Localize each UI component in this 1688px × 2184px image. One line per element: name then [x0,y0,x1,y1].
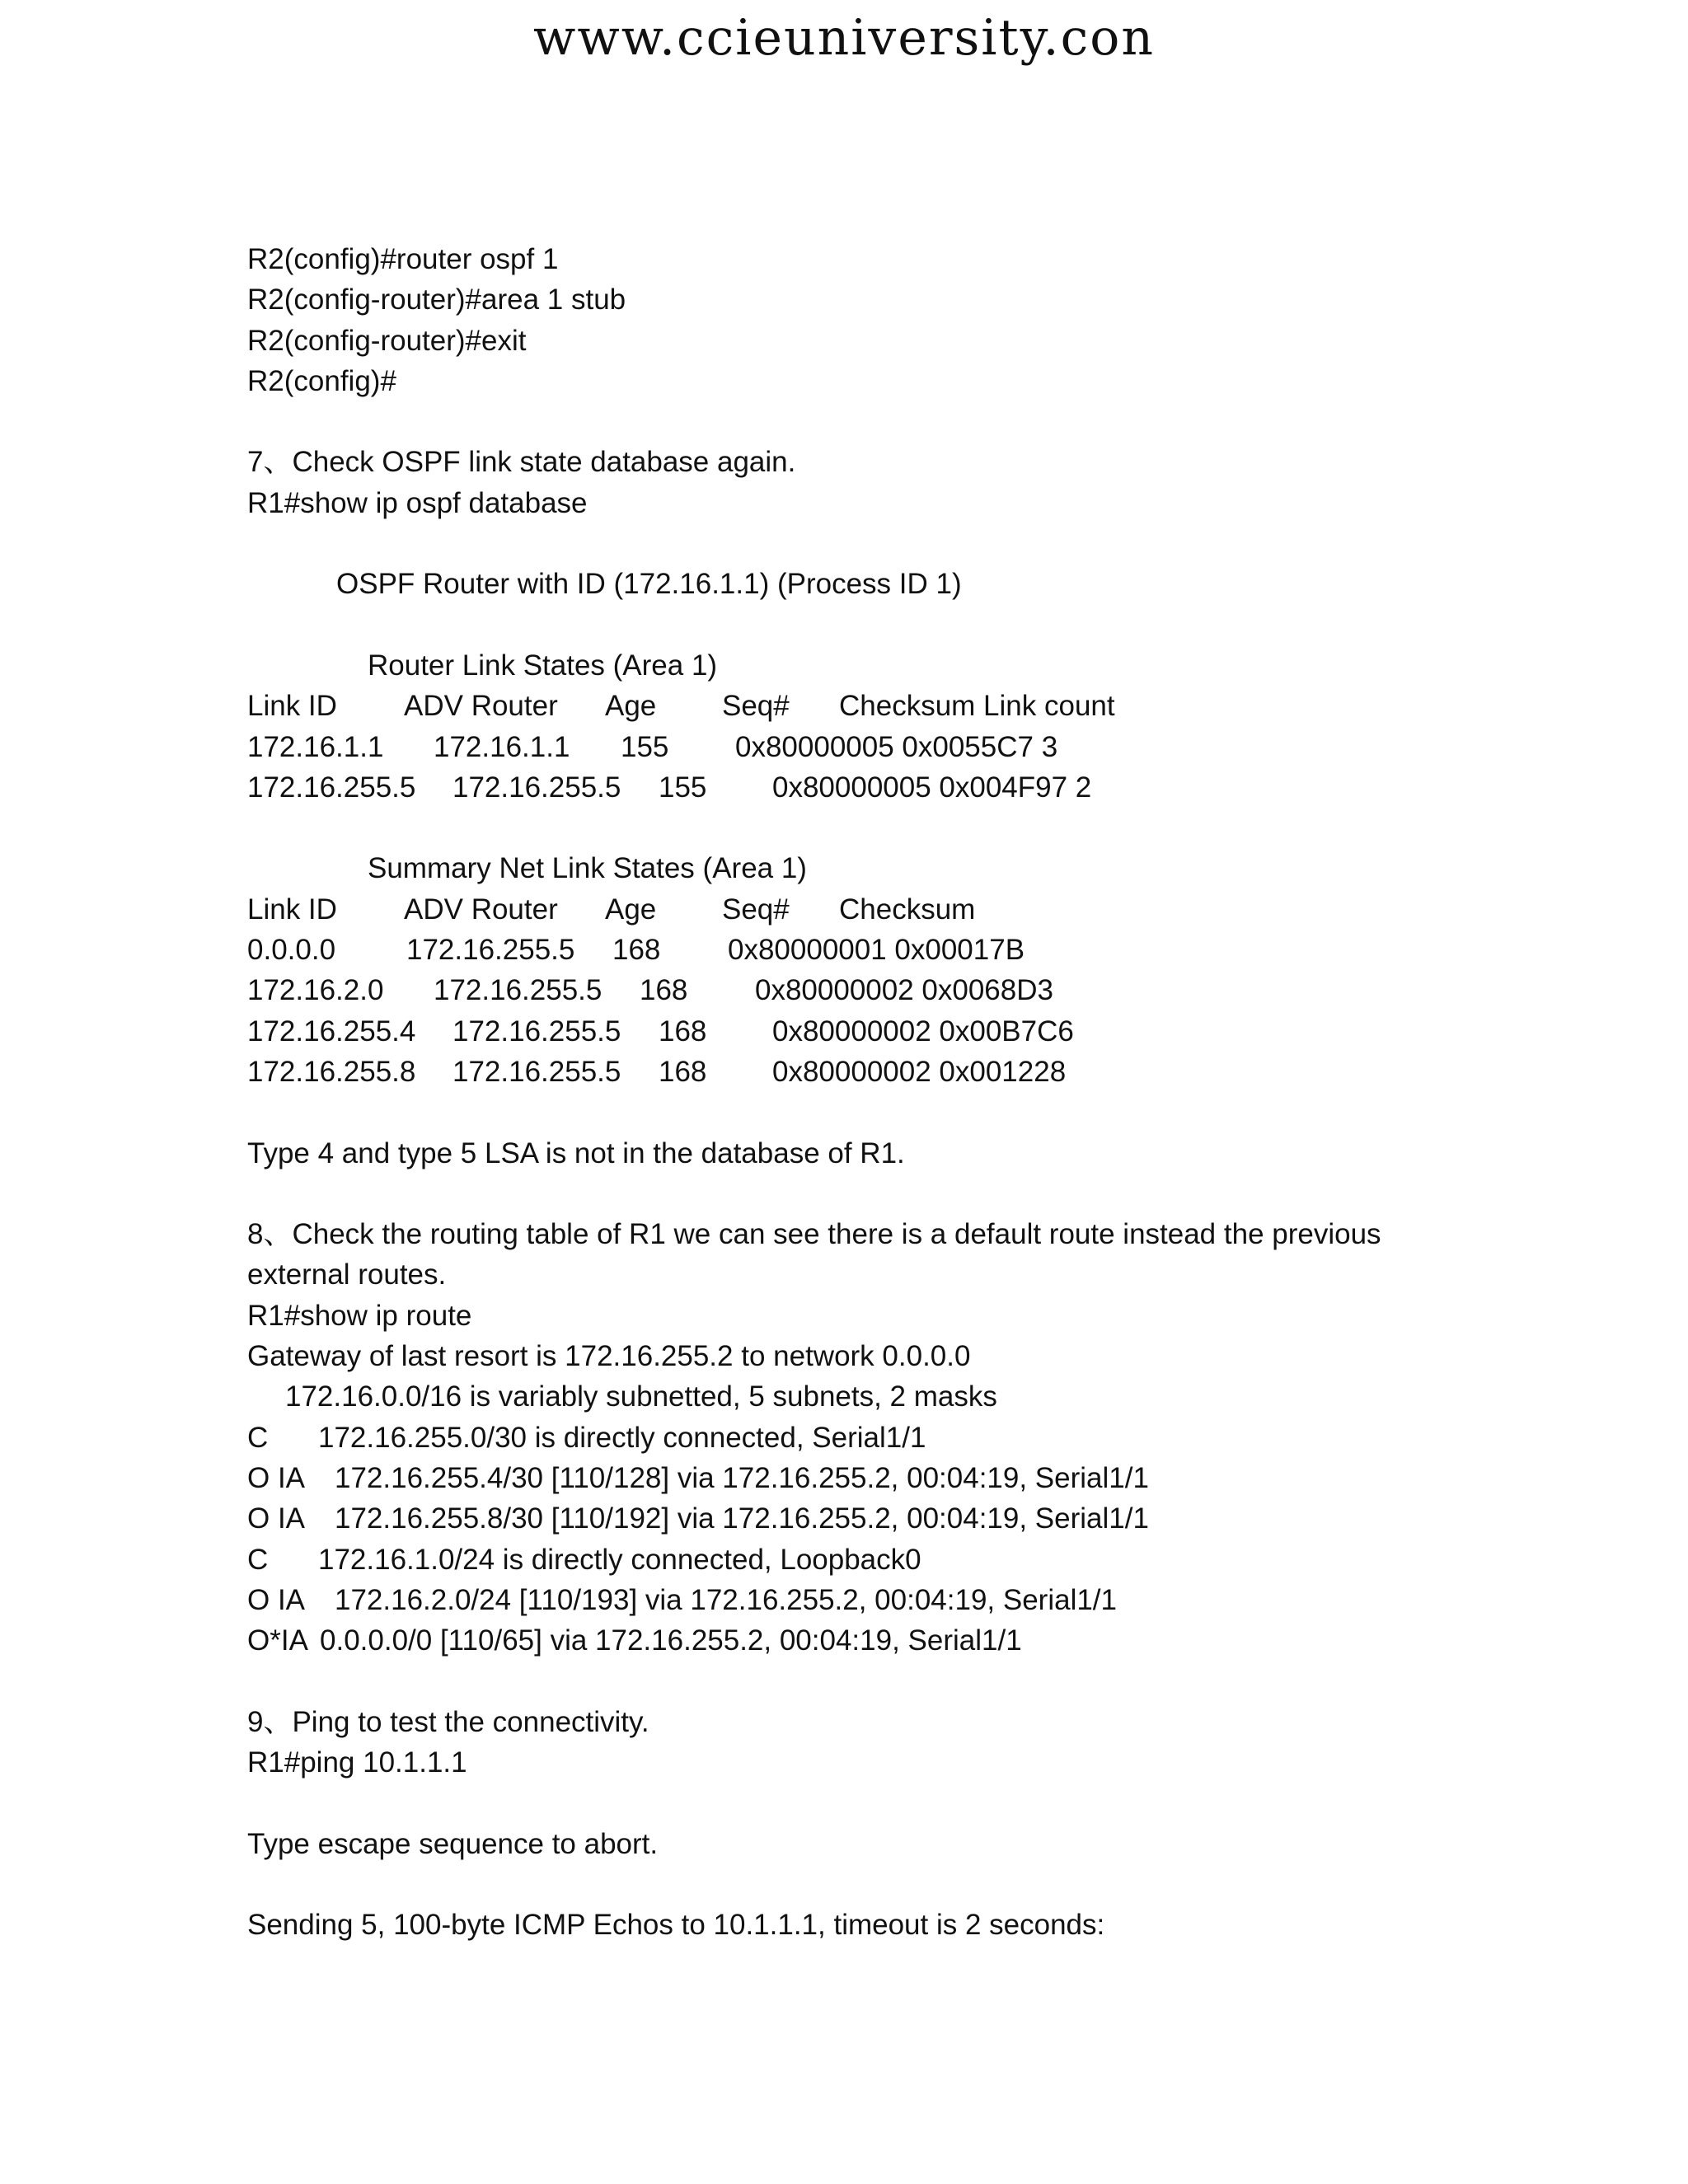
subnet-info-line: 172.16.0.0/16 is variably subnetted, 5 subnets, 2 masks [285,1380,997,1413]
router-links-header [247,686,1467,726]
cell-link-id: 172.16.255.5 [247,771,416,804]
config-line: R2(config-router)#area 1 stub [247,284,626,316]
col-adv-router: ADV Router [404,690,558,723]
site-header: www.ccieuniversity.con [533,9,1155,67]
route-code: O IA [247,1461,306,1494]
cell-seq-checksum: 0x80000005 0x004F97 2 [772,771,1092,804]
route-row [247,1580,1467,1620]
col-link-id: Link ID [247,893,337,926]
col-seq: Seq# [722,893,790,926]
step9-title: 9、Ping to test the connectivity. [247,1705,649,1738]
route-row [247,1418,1467,1458]
route-row [247,1498,1467,1539]
step8-title: 8、Check the routing table of R1 we can see there is a default route instead the previous external routes. [247,1218,1381,1291]
route-code: O IA [247,1583,306,1616]
cell-adv-router: 172.16.255.5 [434,974,603,1007]
summary-links-header [247,889,1467,930]
cell-link-id: 172.16.255.8 [247,1055,416,1088]
cell-age: 168 [612,934,661,967]
cell-age: 155 [659,771,707,804]
cell-adv-router: 172.16.1.1 [434,730,570,763]
cell-age: 168 [659,1015,707,1047]
col-age: Age [605,690,657,723]
escape-line: Type escape sequence to abort. [247,1827,659,1860]
table-row [247,767,1467,808]
cell-adv-router: 172.16.255.5 [406,934,575,967]
route-text: 172.16.255.8/30 [110/192] via 172.16.255.2, 00:04:19, Serial1/1 [335,1502,1149,1535]
route-row [247,1540,1467,1580]
step7-command: R1#show ip ospf database [247,486,588,519]
col-adv-router: ADV Router [404,893,558,926]
cell-link-id: 172.16.1.1 [247,730,384,763]
summary-link-states-title: Summary Net Link States (Area 1) [368,852,807,885]
col-checksum-link-count: Checksum Link count [839,690,1115,723]
col-checksum: Checksum [839,893,976,926]
table-row [247,1011,1467,1052]
cell-seq-checksum: 0x80000002 0x001228 [772,1055,1067,1088]
step9-command: R1#ping 10.1.1.1 [247,1746,467,1779]
cell-age: 168 [640,974,688,1007]
col-link-id: Link ID [247,690,337,723]
step7-title: 7、Check OSPF link state database again. [247,446,796,479]
route-text: 172.16.255.0/30 is directly connected, Serial1/1 [318,1421,926,1454]
route-code: O IA [247,1502,306,1535]
route-code: C [247,1543,269,1576]
step8-command: R1#show ip route [247,1299,472,1332]
cell-adv-router: 172.16.255.5 [452,1055,621,1088]
table-row [247,1052,1467,1092]
route-code: O*IA [247,1624,308,1657]
cell-adv-router: 172.16.255.5 [452,1015,621,1047]
table-row [247,970,1467,1010]
table-row [247,727,1467,767]
gateway-line: Gateway of last resort is 172.16.255.2 to network 0.0.0.0 [247,1340,971,1373]
cell-seq-checksum: 0x80000001 0x00017B [728,934,1025,967]
route-code: C [247,1421,269,1454]
cell-seq-checksum: 0x80000005 0x0055C7 3 [735,730,1058,763]
col-age: Age [605,893,657,926]
cell-age: 155 [621,730,669,763]
cell-age: 168 [659,1055,707,1088]
col-seq: Seq# [722,690,790,723]
cell-link-id: 172.16.2.0 [247,974,384,1007]
document-body [247,239,1467,1945]
config-line: R2(config)# [247,364,396,397]
route-text: 172.16.255.4/30 [110/128] via 172.16.255.2, 00:04:19, Serial1/1 [335,1461,1149,1494]
sending-line: Sending 5, 100-byte ICMP Echos to 10.1.1.1, timeout is 2 seconds: [247,1909,1105,1942]
route-text: 172.16.1.0/24 is directly connected, Loopback0 [318,1543,921,1576]
route-row [247,1620,1467,1661]
config-line: R2(config)#router ospf 1 [247,243,559,275]
route-row [247,1458,1467,1498]
route-text: 172.16.2.0/24 [110/193] via 172.16.255.2, 00:04:19, Serial1/1 [335,1583,1117,1616]
router-link-states-title: Router Link States (Area 1) [368,649,718,682]
ospf-router-id-line: OSPF Router with ID (172.16.1.1) (Process ID 1) [336,568,962,601]
cell-link-id: 0.0.0.0 [247,934,336,967]
table-row [247,930,1467,970]
cell-seq-checksum: 0x80000002 0x00B7C6 [772,1015,1074,1047]
cell-link-id: 172.16.255.4 [247,1015,416,1047]
cell-seq-checksum: 0x80000002 0x0068D3 [755,974,1053,1007]
config-line: R2(config-router)#exit [247,324,527,357]
lsa-note: Type 4 and type 5 LSA is not in the database of R1. [247,1137,905,1169]
route-text: 0.0.0.0/0 [110/65] via 172.16.255.2, 00:04:19, Serial1/1 [320,1624,1022,1657]
cell-adv-router: 172.16.255.5 [452,771,621,804]
